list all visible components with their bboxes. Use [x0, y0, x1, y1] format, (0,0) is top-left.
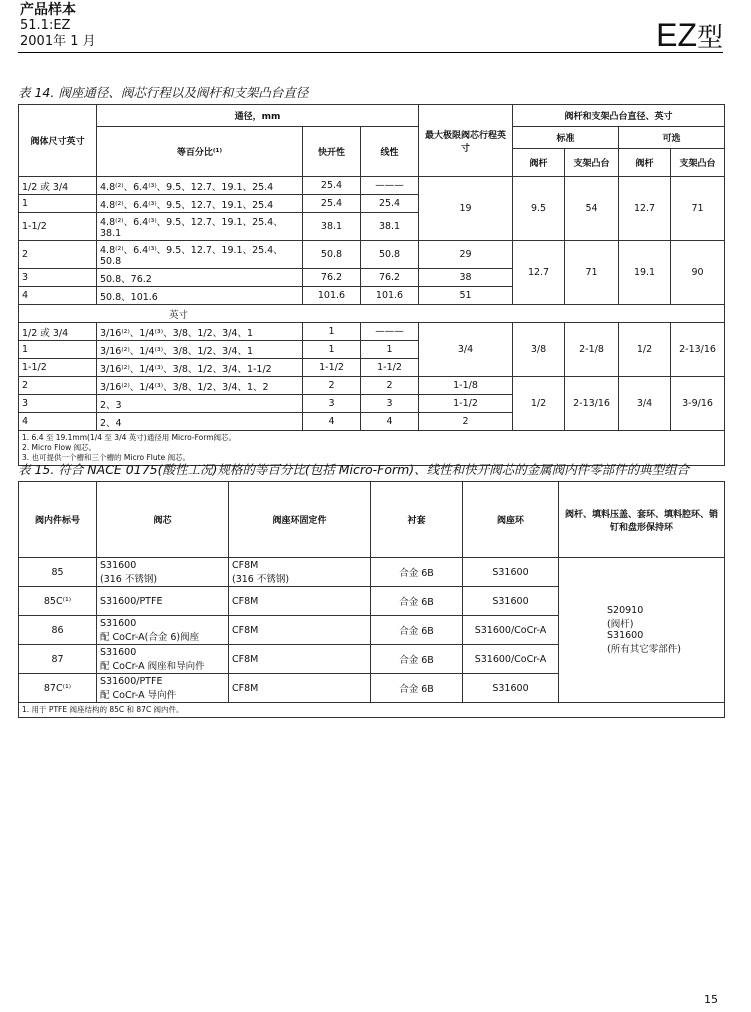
cell-stem: 3/4 — [619, 377, 671, 431]
model-code: EZ — [656, 17, 697, 53]
th-other: 阀杆、填料压盖、套环、填料腔环、销钉和盘形保持环 — [559, 482, 725, 558]
cell-trim: 85 — [19, 558, 97, 587]
th-plug: 阀芯 — [97, 482, 229, 558]
cell-linear: 1-1/2 — [361, 359, 419, 377]
table-row — [19, 377, 725, 395]
cell-eq: 2、3 — [97, 395, 303, 413]
cell-travel: 2 — [419, 413, 513, 431]
table15-caption: 表 15. 符合 NACE 0175(酸性工况)规格的等百分比(包括 Micro-Form)、线性和快开阀芯的金属阀内件零部件的典型组合 — [18, 462, 690, 477]
cell-quick: 2 — [303, 377, 361, 395]
cell-quick: 101.6 — [303, 287, 361, 305]
cell-linear: 25.4 — [361, 195, 419, 213]
cell-boss: 3-9/16 — [671, 377, 725, 431]
th-body-size: 阀体尺寸英寸 — [19, 105, 97, 177]
cell-eq: 50.8、101.6 — [97, 287, 303, 305]
cell-quick: 1 — [303, 323, 361, 341]
th-eq: 等百分比⁽¹⁾ — [97, 127, 303, 177]
cell-travel: 1-1/2 — [419, 395, 513, 413]
cell-boss: 71 — [671, 177, 725, 241]
cell-seat: S31600/CoCr-A — [463, 645, 559, 674]
cell-plug: S31600/PTFE — [97, 587, 229, 616]
cell-linear: ——— — [361, 177, 419, 195]
cell-trim: 86 — [19, 616, 97, 645]
cell-size: 1-1/2 — [19, 359, 97, 377]
cell-size: 2 — [19, 241, 97, 269]
th-port: 通径，mm — [97, 105, 419, 127]
cell-eq: 4.8⁽²⁾、6.4⁽³⁾、9.5、12.7、19.1、25.4 — [97, 177, 303, 195]
table15 — [18, 481, 725, 718]
cell-eq: 4.8⁽²⁾、6.4⁽³⁾、9.5、12.7、19.1、25.4、38.1 — [97, 213, 303, 241]
cell-plug: S31600 (316 不锈钢) — [97, 558, 229, 587]
cell-travel: 38 — [419, 269, 513, 287]
cell-eq: 4.8⁽²⁾、6.4⁽³⁾、9.5、12.7、19.1、25.4、50.8 — [97, 241, 303, 269]
cell-size: 1 — [19, 195, 97, 213]
cell-size: 1/2 或 3/4 — [19, 323, 97, 341]
note-2: 2. Micro Flow 阀芯。 — [22, 443, 97, 452]
th-retainer: 阀座环固定件 — [229, 482, 371, 558]
cell-size: 4 — [19, 287, 97, 305]
cell-retainer: CF8M — [229, 616, 371, 645]
cell-stem: 19.1 — [619, 241, 671, 305]
table-row — [19, 177, 725, 195]
cell-quick: 25.4 — [303, 177, 361, 195]
cell-eq: 3/16⁽²⁾、1/4⁽³⁾、3/8、1/2、3/4、1 — [97, 341, 303, 359]
doc-number: 51.1:EZ — [20, 18, 71, 33]
cell-quick: 4 — [303, 413, 361, 431]
cell-linear: 1 — [361, 341, 419, 359]
cell-stem: 12.7 — [513, 241, 565, 305]
cell-boss: 71 — [565, 241, 619, 305]
cell-bushing: 合金 6B — [371, 558, 463, 587]
cell-size: 1-1/2 — [19, 213, 97, 241]
cell-bushing: 合金 6B — [371, 674, 463, 703]
cell-travel: 51 — [419, 287, 513, 305]
cell-eq: 3/16⁽²⁾、1/4⁽³⁾、3/8、1/2、3/4、1、2 — [97, 377, 303, 395]
cell-retainer: CF8M — [229, 645, 371, 674]
th-seat: 阀座环 — [463, 482, 559, 558]
cell-boss: 2-1/8 — [565, 323, 619, 377]
th-stem-opt: 阀杆 — [619, 149, 671, 177]
cell-eq: 2、4 — [97, 413, 303, 431]
table14-caption: 表 14. 阀座通径、阀芯行程以及阀杆和支架凸台直径 — [18, 85, 309, 100]
cell-trim: 87C⁽¹⁾ — [19, 674, 97, 703]
cell-size: 3 — [19, 395, 97, 413]
cell-plug: S31600/PTFE 配 CoCr-A 导向件 — [97, 674, 229, 703]
cell-bushing: 合金 6B — [371, 616, 463, 645]
th-stem-std: 阀杆 — [513, 149, 565, 177]
model-title — [656, 18, 723, 54]
cell-size: 1 — [19, 341, 97, 359]
th-trim: 阀内件标号 — [19, 482, 97, 558]
th-boss-std: 支架凸台 — [565, 149, 619, 177]
cell-seat: S31600/CoCr-A — [463, 616, 559, 645]
th-bushing: 衬套 — [371, 482, 463, 558]
cell-plug: S31600 配 CoCr-A 阀座和导向件 — [97, 645, 229, 674]
cell-boss: 54 — [565, 177, 619, 241]
th-optional: 可选 — [619, 127, 725, 149]
th-quick: 快开性 — [303, 127, 361, 177]
cell-retainer: CF8M — [229, 587, 371, 616]
cell-stem: 1/2 — [619, 323, 671, 377]
cell-linear: ——— — [361, 323, 419, 341]
cell-retainer: CF8M (316 不锈钢) — [229, 558, 371, 587]
cell-size: 4 — [19, 413, 97, 431]
cell-linear: 2 — [361, 377, 419, 395]
cell-quick: 1 — [303, 341, 361, 359]
cell-bushing: 合金 6B — [371, 645, 463, 674]
section-inch: 英寸 — [19, 305, 725, 323]
table15-note: 1. 用于 PTFE 阀座结构的 85C 和 87C 阀内件。 — [19, 703, 725, 718]
cell-stem: 12.7 — [619, 177, 671, 241]
cell-boss: 90 — [671, 241, 725, 305]
cell-quick: 76.2 — [303, 269, 361, 287]
cell-linear: 101.6 — [361, 287, 419, 305]
header-left — [20, 2, 96, 50]
note-3: 3. 也可提供一个槽和三个槽的 Micro Flute 阀芯。 — [22, 453, 191, 462]
table-row — [19, 241, 725, 269]
cell-bushing: 合金 6B — [371, 587, 463, 616]
cell-stem: 3/8 — [513, 323, 565, 377]
th-boss-opt: 支架凸台 — [671, 149, 725, 177]
cell-eq: 50.8、76.2 — [97, 269, 303, 287]
table14 — [18, 104, 725, 466]
cell-stem: 9.5 — [513, 177, 565, 241]
th-standard: 标准 — [513, 127, 619, 149]
cell-eq: 3/16⁽²⁾、1/4⁽³⁾、3/8、1/2、3/4、1-1/2 — [97, 359, 303, 377]
cell-linear: 50.8 — [361, 241, 419, 269]
table-row — [19, 323, 725, 341]
cell-trim: 85C⁽¹⁾ — [19, 587, 97, 616]
cell-linear: 38.1 — [361, 213, 419, 241]
cell-trim: 87 — [19, 645, 97, 674]
cell-size: 2 — [19, 377, 97, 395]
cell-size: 1/2 或 3/4 — [19, 177, 97, 195]
cell-size: 3 — [19, 269, 97, 287]
cell-linear: 76.2 — [361, 269, 419, 287]
th-linear: 线性 — [361, 127, 419, 177]
cell-linear: 3 — [361, 395, 419, 413]
cell-boss: 2-13/16 — [565, 377, 619, 431]
cell-plug: S31600 配 CoCr-A(合金 6)阀座 — [97, 616, 229, 645]
page-number: 15 — [704, 993, 718, 1006]
cell-linear: 4 — [361, 413, 419, 431]
header-rule — [18, 52, 723, 53]
cell-travel: 1-1/8 — [419, 377, 513, 395]
cell-travel: 3/4 — [419, 323, 513, 377]
cell-quick: 25.4 — [303, 195, 361, 213]
model-suffix: 型 — [696, 22, 723, 52]
doc-type: 产品样本 — [20, 2, 76, 18]
cell-quick: 3 — [303, 395, 361, 413]
cell-eq: 3/16⁽²⁾、1/4⁽³⁾、3/8、1/2、3/4、1 — [97, 323, 303, 341]
doc-date: 2001年 1 月 — [20, 34, 96, 49]
th-travel: 最大极限阀芯行程英寸 — [419, 105, 513, 177]
cell-travel: 19 — [419, 177, 513, 241]
note-1: 1. 6.4 至 19.1mm(1/4 至 3/4 英寸)通径用 Micro-Form阀芯。 — [22, 433, 236, 442]
cell-quick: 50.8 — [303, 241, 361, 269]
cell-boss: 2-13/16 — [671, 323, 725, 377]
cell-eq: 4.8⁽²⁾、6.4⁽³⁾、9.5、12.7、19.1、25.4 — [97, 195, 303, 213]
cell-travel: 29 — [419, 241, 513, 269]
cell-quick: 38.1 — [303, 213, 361, 241]
cell-quick: 1-1/2 — [303, 359, 361, 377]
cell-seat: S31600 — [463, 558, 559, 587]
cell-other: S20910 (阀杆) S31600 (所有其它零部件) — [559, 558, 725, 703]
table-row — [19, 558, 725, 587]
cell-seat: S31600 — [463, 674, 559, 703]
th-stem-yoke: 阀杆和支架凸台直径、英寸 — [513, 105, 725, 127]
cell-seat: S31600 — [463, 587, 559, 616]
cell-retainer: CF8M — [229, 674, 371, 703]
cell-stem: 1/2 — [513, 377, 565, 431]
